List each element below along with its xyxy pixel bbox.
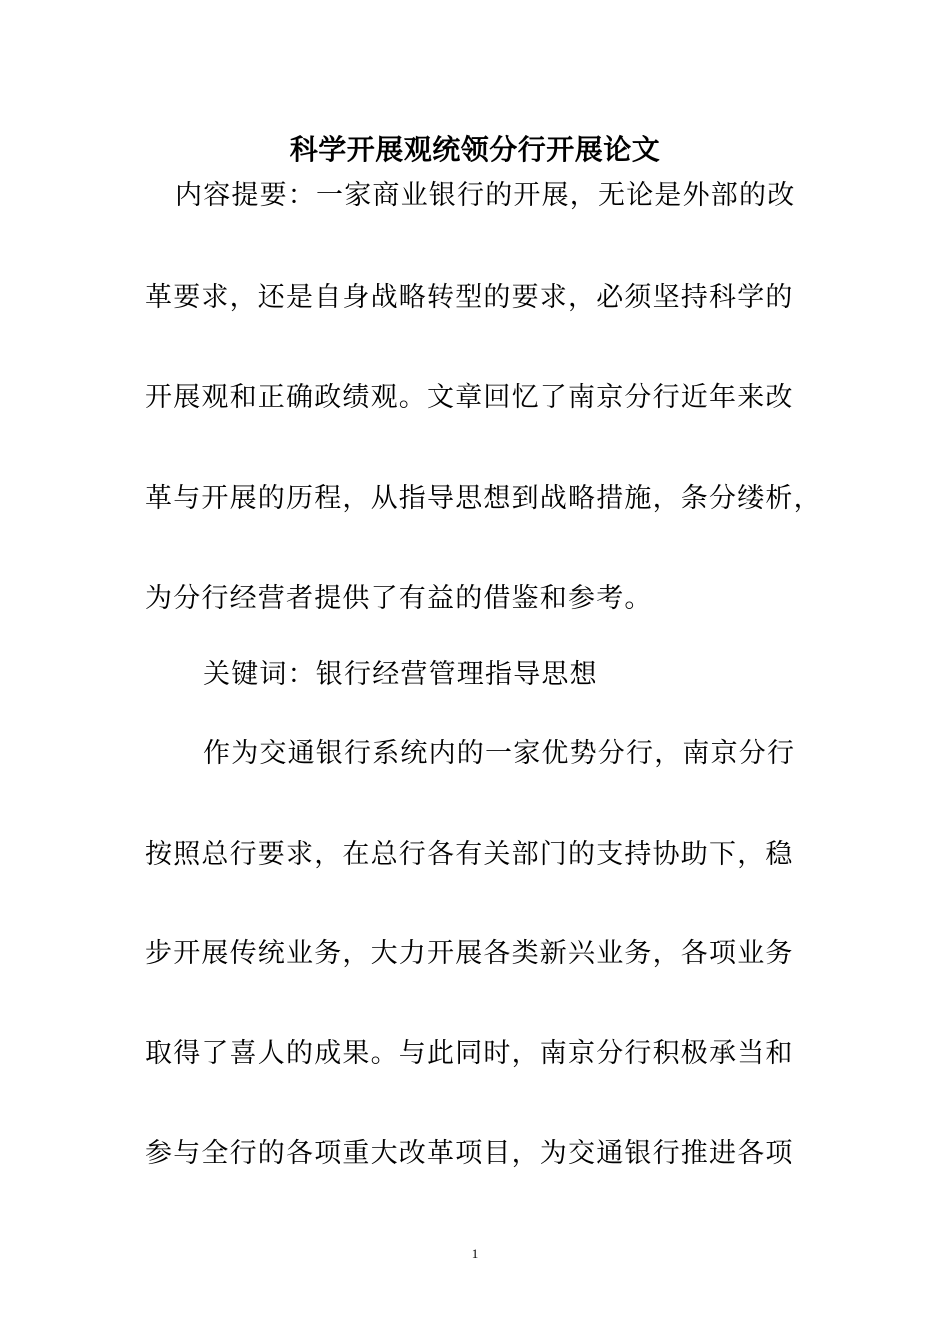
body-line-4: 取得了喜人的成果。与此同时，南京分行积极承当和 bbox=[145, 1038, 794, 1069]
page-title: 科学开展观统领分行开展论文 bbox=[289, 133, 661, 166]
abstract-line-2: 革要求，还是自身战略转型的要求，必须坚持科学的 bbox=[145, 282, 794, 313]
body-line-3: 步开展传统业务，大力开展各类新兴业务，各项业务 bbox=[145, 938, 794, 969]
abstract-line-5: 为分行经营者提供了有益的借鉴和参考。 bbox=[145, 583, 653, 614]
keywords-line: 关键词：银行经营管理指导思想 bbox=[203, 659, 598, 690]
abstract-line-1: 内容提要：一家商业银行的开展，无论是外部的改 bbox=[175, 180, 796, 211]
abstract-line-3: 开展观和正确政绩观。文章回忆了南京分行近年来改 bbox=[145, 382, 794, 413]
page-number: 1 bbox=[471, 1246, 479, 1261]
body-line-1: 作为交通银行系统内的一家优势分行，南京分行 bbox=[203, 738, 796, 769]
body-line-5: 参与全行的各项重大改革项目，为交通银行推进各项 bbox=[145, 1138, 794, 1169]
abstract-line-4: 革与开展的历程，从指导思想到战略措施，条分缕析， bbox=[145, 483, 822, 514]
body-line-2: 按照总行要求，在总行各有关部门的支持协助下，稳 bbox=[145, 839, 794, 870]
